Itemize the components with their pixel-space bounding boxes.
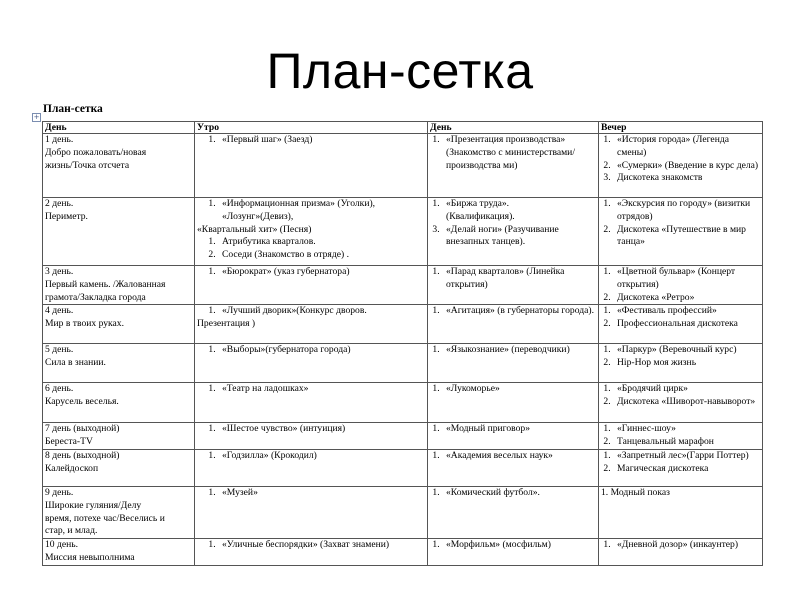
activity-item: 1. «История города» (Легенда смены) (613, 134, 760, 160)
document-heading: План-сетка (43, 103, 103, 115)
activity-list (601, 423, 760, 449)
daytime-cell (428, 539, 599, 566)
table-row (43, 198, 763, 266)
activity-item: 1. «Годзилла» (Крокодил) (218, 450, 425, 463)
activity-item: «Лозунг»(Девиз), (222, 210, 294, 222)
cell-text: Презентация ) (197, 318, 256, 330)
day-line: грамота/Закладка города (45, 291, 146, 303)
daytime-cell (428, 423, 599, 450)
activity-list (197, 236, 425, 262)
daytime-cell (428, 305, 599, 344)
activity-list (430, 487, 596, 500)
day-line: Береста-TV (45, 436, 93, 448)
activity-list (430, 198, 596, 249)
table-row (43, 134, 763, 198)
activity-item: 1. «Дневной дозор» (инкаунтер) (613, 539, 760, 552)
activity-list (601, 266, 760, 304)
day-cell (43, 539, 195, 566)
activity-item: 1. Атрибутика кварталов. (218, 236, 425, 249)
activity-item: 1. «Гиннес-шоу» (613, 423, 760, 436)
activity-item: 2. Танцевальный марафон (613, 436, 760, 449)
activity-list (601, 198, 760, 249)
activity-item: 1. «Экскурсия по городу» (визитки отрядов) (613, 198, 760, 224)
activity-list (197, 450, 425, 463)
table-row (43, 305, 763, 344)
schedule-table (42, 121, 763, 566)
activity-item: 1. «Театр на ладошках» (218, 383, 425, 396)
activity-item: 3. Дискотека знакомств (613, 172, 760, 185)
daytime-cell (428, 344, 599, 383)
day-line: Мир в твоих руках. (45, 318, 125, 330)
activity-list (197, 423, 425, 436)
daytime-cell (428, 266, 599, 305)
activity-list (430, 305, 596, 318)
table-row (43, 539, 763, 566)
table-row (43, 266, 763, 305)
activity-item: 1. «Презентация производства» (Знакомство с министерствами/производства ми) (442, 134, 596, 172)
daytime-cell (428, 486, 599, 538)
activity-item: 1. «Бюрократ» (указ губернатора) (218, 266, 425, 279)
daytime-cell (428, 198, 599, 266)
day-line: стар, и млад. (45, 525, 98, 537)
slide-title: План-сетка (266, 43, 534, 99)
table-row (43, 449, 763, 486)
day-line: Первый камень. /Жалованная (45, 278, 166, 290)
day-cell (43, 305, 195, 344)
day-line: Калейдоскоп (45, 462, 99, 474)
evening-cell (599, 423, 763, 450)
table-row (43, 486, 763, 538)
activity-list (197, 305, 425, 318)
daytime-cell (428, 383, 599, 423)
activity-list (430, 266, 596, 292)
day-line: Широкие гуляния/Делу (45, 499, 142, 511)
activity-list (197, 383, 425, 396)
activity-list (601, 305, 760, 331)
day-cell (43, 266, 195, 305)
day-line: 2 день. (45, 198, 74, 209)
cell-text: 1. Модный показ (601, 486, 670, 498)
activity-item: 1. «Биржа труда». (442, 198, 596, 211)
activity-item: 1. «Первый шаг» (Заезд) (218, 134, 425, 147)
activity-item: 1. «Выборы»(губернатора города) (218, 344, 425, 357)
header-morning: Утро (195, 122, 428, 134)
activity-item: 2. Hip-Hop моя жизнь (613, 357, 760, 370)
morning-cell (195, 344, 428, 383)
activity-list (601, 134, 760, 185)
morning-cell (195, 539, 428, 566)
activity-list (430, 383, 596, 396)
morning-cell (195, 486, 428, 538)
activity-item: 1. «Языкознание» (переводчики) (442, 344, 596, 357)
activity-item: 2. «Сумерки» (Введение в курс дела) (613, 160, 760, 173)
activity-item: 3. «Делай ноги» (Разучивание внезапных танцев). (442, 224, 596, 250)
day-cell (43, 449, 195, 486)
activity-item: 2. Дискотека «Путешествие в мир танца» (613, 224, 760, 250)
activity-item: 1. «Агитация» (в губернаторы города). (442, 305, 596, 318)
day-line: 9 день. (45, 486, 74, 498)
activity-list (197, 539, 425, 552)
evening-cell (599, 344, 763, 383)
activity-item: 2. Магическая дискотека (613, 463, 760, 476)
activity-item: 1. «Бродячий цирк» (613, 383, 760, 396)
activity-item: 1. «Модный приговор» (442, 423, 596, 436)
morning-cell (195, 305, 428, 344)
activity-list (197, 198, 425, 224)
activity-item: (Квалификация). (446, 210, 515, 222)
header-evening: Вечер (599, 122, 763, 134)
activity-list (197, 266, 425, 279)
activity-list (197, 134, 425, 147)
morning-cell (195, 449, 428, 486)
activity-list (430, 134, 596, 172)
table-move-handle-icon[interactable]: + (33, 113, 40, 121)
header-daytime: День (428, 122, 599, 134)
table-row (43, 423, 763, 450)
day-cell (43, 383, 195, 423)
day-line: время, потехе час/Веселись и (45, 512, 165, 524)
activity-list (601, 539, 760, 552)
day-line: 6 день. (45, 383, 74, 395)
day-cell (43, 344, 195, 383)
activity-list (430, 344, 596, 357)
activity-list (197, 344, 425, 357)
day-line: Сила в знании. (45, 357, 106, 369)
table-header-row (43, 122, 763, 134)
header-day: День (43, 122, 195, 134)
morning-cell (195, 198, 428, 266)
activity-item: 2. Дискотека «Шиворот-навыворот» (613, 396, 760, 409)
day-cell (43, 486, 195, 538)
activity-item: 1. «Музей» (218, 487, 425, 500)
day-line: 10 день. (45, 539, 79, 551)
day-cell (43, 134, 195, 198)
morning-cell (195, 134, 428, 198)
activity-item: 1. «Морфильм» (мосфильм) (442, 539, 596, 552)
morning-cell (195, 266, 428, 305)
day-line: 7 день (выходной) (45, 423, 120, 435)
activity-list (430, 539, 596, 552)
cell-text: «Квартальный хит» (Песня) (197, 223, 312, 235)
activity-item: 1. «Фестиваль профессий» (613, 305, 760, 318)
day-line: Миссия невыполнима (45, 551, 135, 563)
daytime-cell (428, 134, 599, 198)
day-line: 5 день. (45, 344, 74, 356)
activity-item: 1. «Паркур» (Веревочный курс) (613, 344, 760, 357)
table-row (43, 344, 763, 383)
activity-item: 1. «Лукоморье» (442, 383, 596, 396)
activity-list (430, 450, 596, 463)
day-line: 4 день. (45, 305, 74, 317)
activity-list (601, 344, 760, 370)
activity-item: 1. «Шестое чувство» (интуиция) (218, 423, 425, 436)
day-line: Карусель веселья. (45, 396, 119, 408)
activity-item: 2. Профессиональная дискотека (613, 318, 760, 331)
table-row (43, 383, 763, 423)
activity-item: 1. «Цветной бульвар» (Концерт открытия) (613, 266, 760, 292)
evening-cell (599, 383, 763, 423)
activity-list (197, 487, 425, 500)
activity-item: 1. «Комический футбол». (442, 487, 596, 500)
activity-item: 1. «Лучший дворик»(Конкурс дворов. (218, 305, 425, 318)
day-line: Периметр. (45, 210, 88, 222)
day-line: 1 день. (45, 134, 74, 145)
evening-cell (599, 539, 763, 566)
activity-item: 1. «Парад кварталов» (Линейка открытия) (442, 266, 596, 292)
day-line: 3 день. (45, 266, 74, 277)
morning-cell (195, 383, 428, 423)
activity-item: 1. «Информационная призма» (Уголки), (218, 198, 425, 211)
activity-item: 1. «Запретный лес»(Гарри Поттер) (613, 450, 760, 463)
day-cell (43, 198, 195, 266)
day-cell (43, 423, 195, 450)
evening-cell (599, 134, 763, 198)
evening-cell (599, 449, 763, 486)
activity-item: 1. «Уличные беспорядки» (Захват знамени) (218, 539, 425, 552)
day-line: Добро пожаловать/новая (45, 146, 147, 158)
day-line: 8 день (выходной) (45, 449, 120, 461)
evening-cell (599, 198, 763, 266)
activity-list (601, 450, 760, 476)
evening-cell (599, 305, 763, 344)
day-line: жизнь/Точка отсчета (45, 159, 130, 171)
evening-cell (599, 266, 763, 305)
activity-list (601, 383, 760, 409)
activity-item: 1. «Академия веселых наук» (442, 450, 596, 463)
morning-cell (195, 423, 428, 450)
activity-list (430, 423, 596, 436)
activity-item: 2. Дискотека «Ретро» (613, 292, 760, 305)
activity-item: 2. Соседи (Знакомство в отряде) . (218, 249, 425, 262)
evening-cell (599, 486, 763, 538)
daytime-cell (428, 449, 599, 486)
